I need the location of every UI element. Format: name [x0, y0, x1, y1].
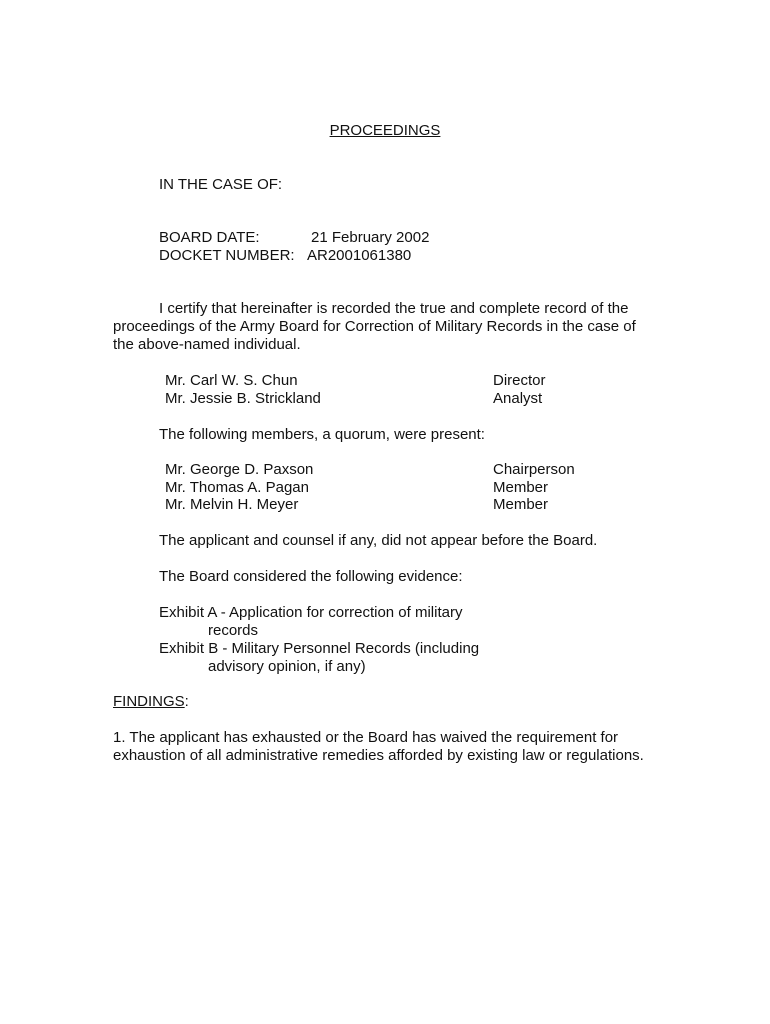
- evidence-intro: The Board considered the following evidence:: [159, 568, 463, 585]
- appearance-text: The applicant and counsel if any, did not appear before the Board.: [159, 532, 598, 549]
- certify-line-3: the above-named individual.: [113, 336, 301, 353]
- exhibit-b-line-2: advisory opinion, if any): [208, 658, 366, 675]
- finding-1-line-1: 1. The applicant has exhausted or the Board has waived the requirement for: [113, 729, 619, 746]
- finding-1-line-2: exhaustion of all administrative remedies afforded by existing law or regulations.: [113, 747, 644, 764]
- case-label: IN THE CASE OF:: [159, 176, 283, 193]
- board-date-label: BOARD DATE:: [159, 229, 260, 246]
- staff-name: Mr. Jessie B. Strickland: [165, 390, 321, 407]
- exhibit-b-line-1: Exhibit B - Military Personnel Records (including: [159, 640, 480, 657]
- findings-heading: [113, 693, 189, 711]
- quorum-text: The following members, a quorum, were present:: [159, 426, 485, 443]
- staff-role: Director: [493, 372, 546, 389]
- exhibit-a-line-1: Exhibit A - Application for correction of military: [159, 604, 463, 621]
- member-name: Mr. Melvin H. Meyer: [165, 496, 299, 513]
- member-name: Mr. Thomas A. Pagan: [165, 479, 309, 496]
- staff-role: Analyst: [493, 390, 543, 407]
- findings-heading-colon: :: [184, 693, 189, 710]
- docket-number-label: DOCKET NUMBER:: [159, 247, 295, 264]
- staff-name: Mr. Carl W. S. Chun: [165, 372, 298, 389]
- certify-line-1: I certify that hereinafter is recorded the true and complete record of the: [159, 300, 629, 317]
- findings-heading-text: FINDINGS: [113, 693, 185, 710]
- member-role: Chairperson: [493, 461, 575, 478]
- exhibit-a-line-2: records: [208, 622, 259, 639]
- member-name: Mr. George D. Paxson: [165, 461, 314, 478]
- docket-number-value: AR2001061380: [307, 247, 412, 264]
- member-role: Member: [493, 496, 549, 513]
- board-date-value: 21 February 2002: [311, 229, 430, 246]
- member-role: Member: [493, 479, 549, 496]
- certify-line-2: proceedings of the Army Board for Correction of Military Records in the case of: [113, 318, 636, 335]
- page-title: PROCEEDINGS: [329, 122, 441, 139]
